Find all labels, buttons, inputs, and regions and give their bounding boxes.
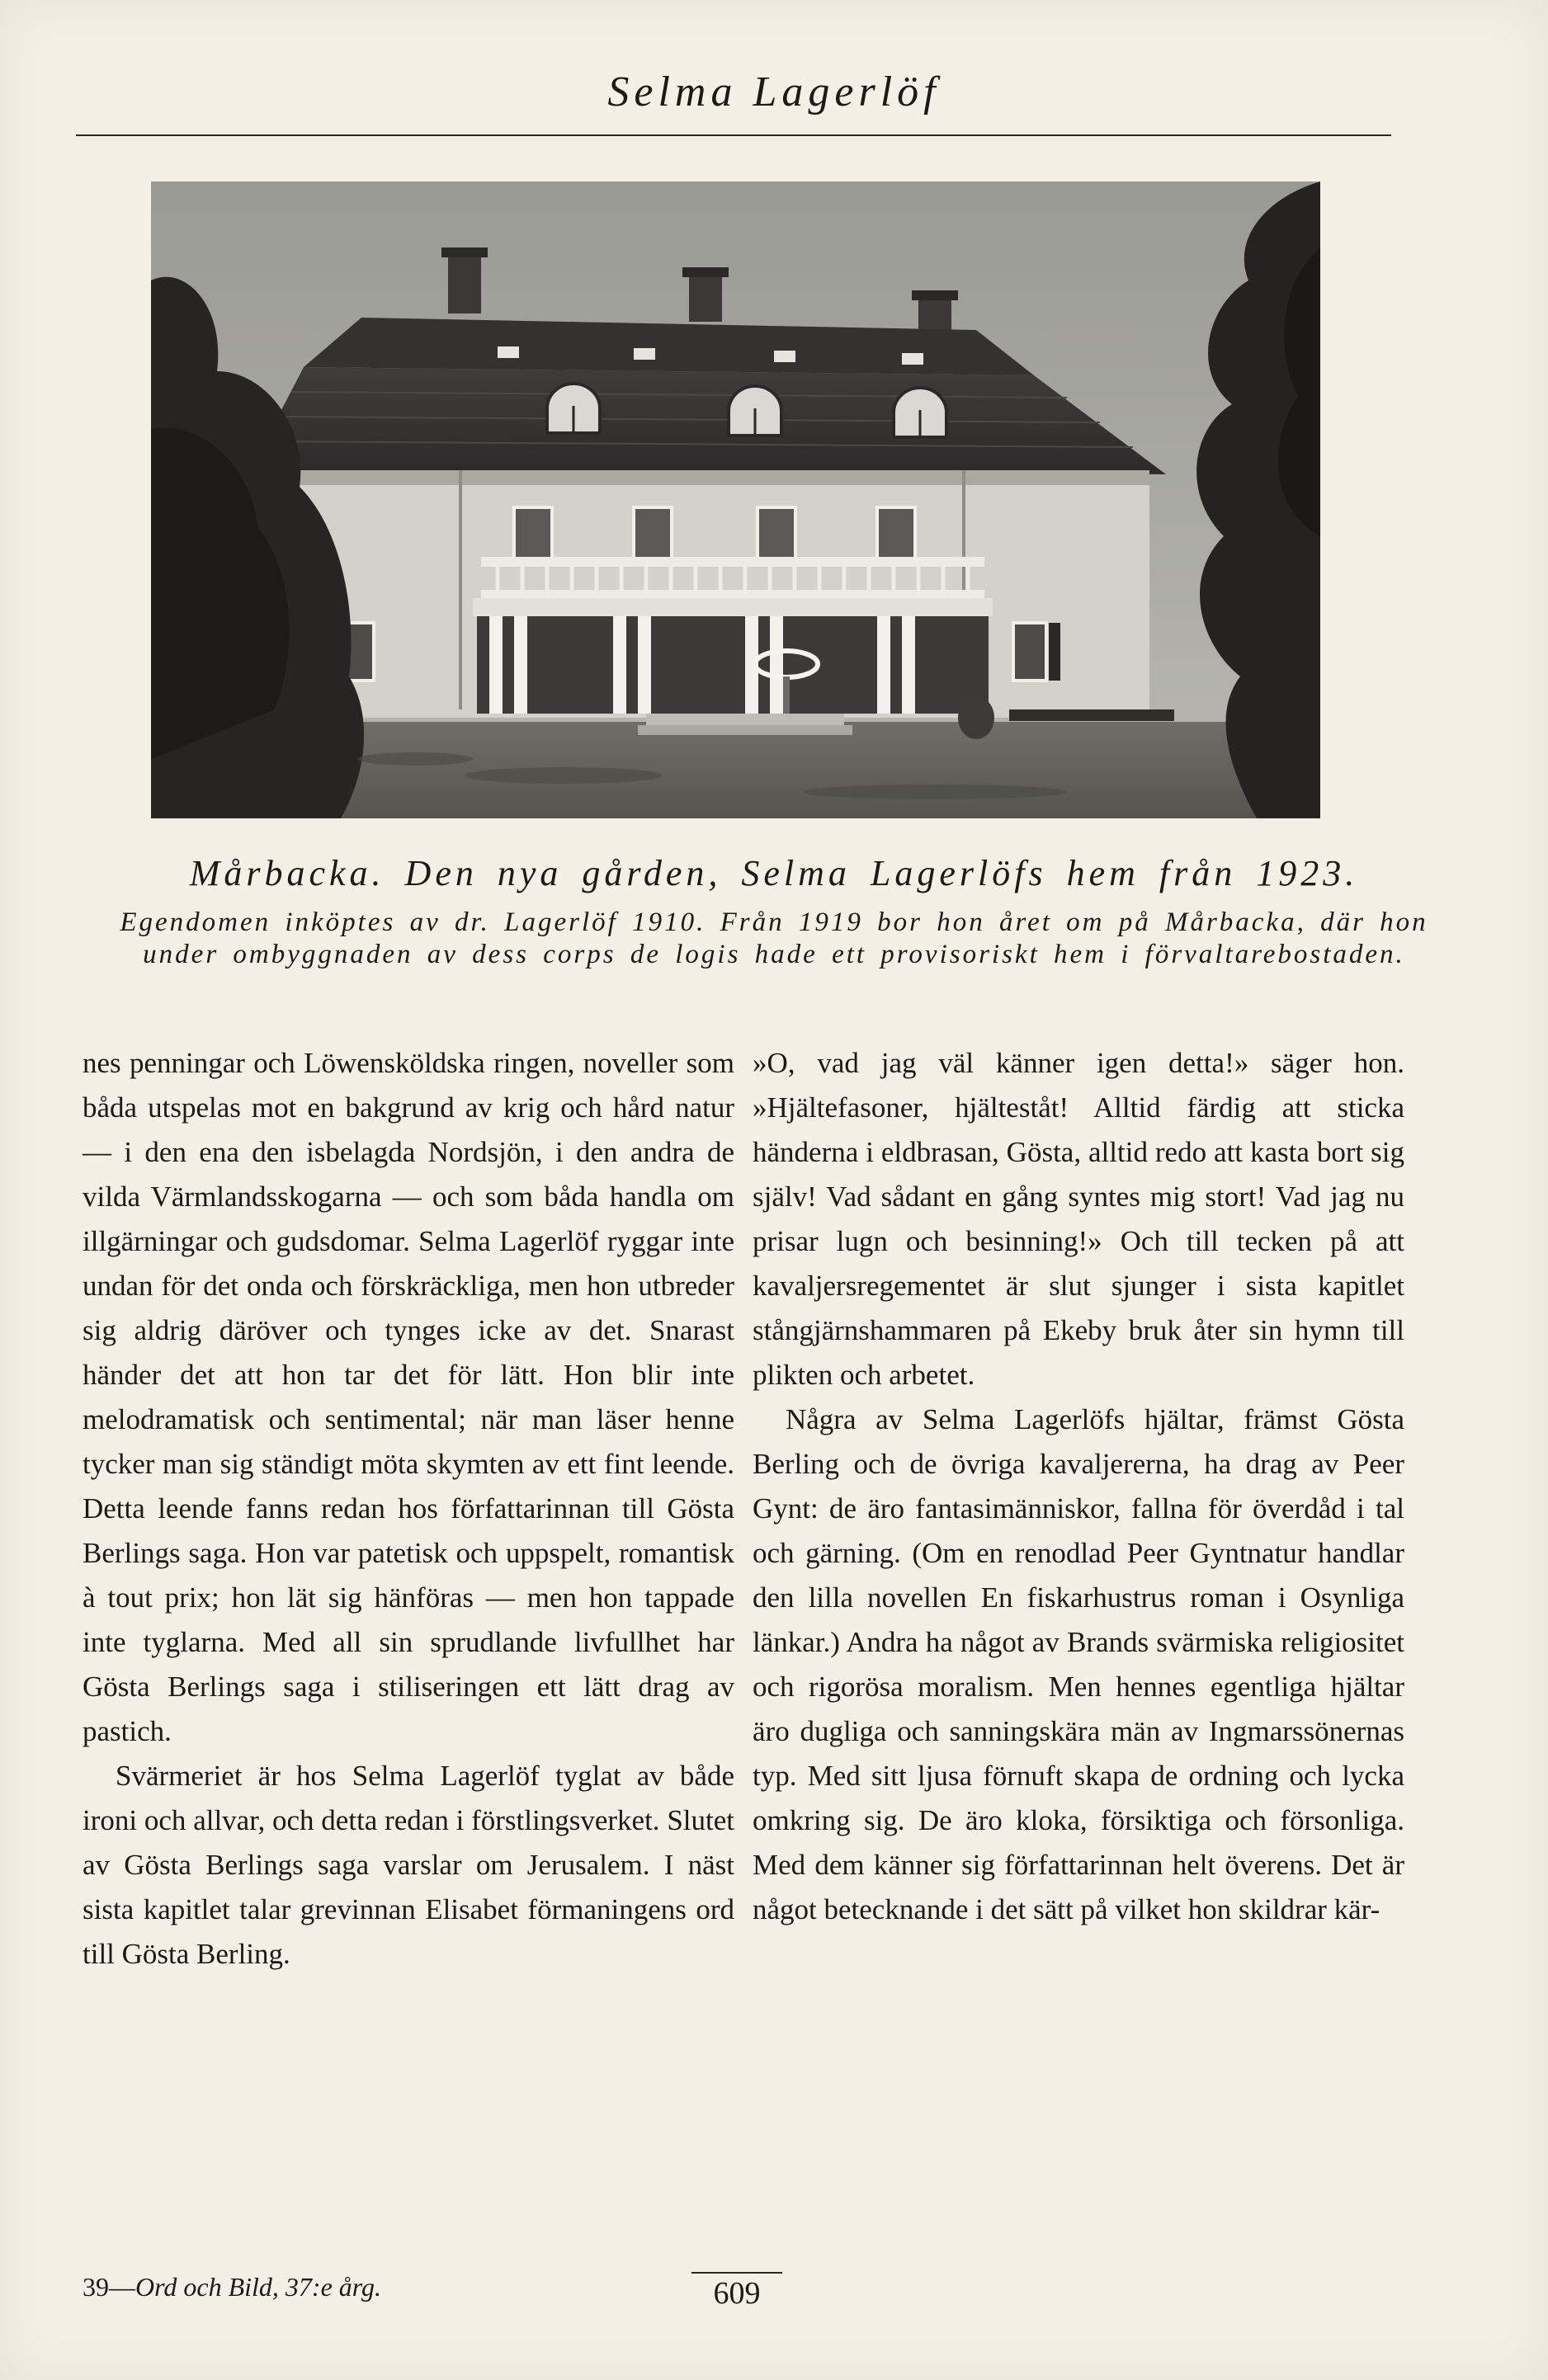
text-column-right (753, 1041, 1404, 1932)
caption-sub: Egendomen inköptes av dr. Lagerlöf 1910. Från 1919 bor hon året om på Mårbacka, där hon under ombyggnaden av dess corps de logis hade ett provisoriskt hem i förvaltarebostaden. (120, 907, 1428, 970)
left-paragraph-1: nes penningar och Löwensköldska ringen, noveller som båda utspelas mot en bakgrund av krig och hård natur — i den ena den isbelagda Nordsjön, i den andra de vilda Värmlandsskogarna — och som båda handla om illgärningar och gudsdomar. Selma Lagerlöf ryggar inte undan för det onda och förskräckliga, men hon utbreder sig aldrig däröver och tynges icke av det. Snarast händer det att hon tar det för lätt. Hon blir inte melodramatisk och sentimental; när man läser henne tycker man sig ständigt möta skymten av ett fint leende. Detta leende fanns redan hos författarinnan till Gösta Berlings saga. Hon var patetisk och uppspelt, romantisk à tout prix; hon lät sig hänföras — men hon tappade inte tyglarna. Med all sin sprudlande livfullhet har Gösta Berlings saga i stiliseringen ett lätt drag av pastich. (83, 1047, 734, 1747)
house-photograph (151, 181, 1320, 818)
right-paragraph-1: »O, vad jag väl känner igen detta!» säger hon. »Hjältefasoner, hjälteståt! Alltid färdig att sticka händerna i eldbrasan, Gösta, alltid redo att kasta bort sig själv! Vad sådant en gång syntes mig stort! Vad jag nu prisar lugn och besinning!» Och till tecken på att kavaljersregementet är slut sjunger i sista kapitlet stångjärnshammaren på Ekeby bruk åter sin hymn till plikten och arbetet. (753, 1047, 1404, 1391)
caption-main: Mårbacka. Den nya gården, Selma Lagerlöfs hem från 1923. (189, 853, 1359, 893)
right-paragraph-2: Några av Selma Lagerlöfs hjältar, främst Gösta Berling och de övriga kavaljererna, ha drag av Peer Gynt: de äro fantasimänniskor, fallna för överdåd i tal och gärning. (Om en renodlad Peer Gyntnatur handlar den lilla novellen En fiskarhustrus roman i Osynliga länkar.) Andra ha något av Brands svärmiska religiositet och rigorösa moralism. Men hennes egentliga hjältar äro dugliga och sanningskära män av Ingmarssönernas typ. Med sitt ljusa förnuft skapa de ordning och lycka omkring sig. De äro kloka, försiktiga och försonliga. Med dem känner sig författarinnan helt överens. Det är något betecknande i det sätt på vilket hon skildrar kär- (753, 1403, 1404, 1925)
signature-number: 39— (83, 2272, 135, 2302)
signature-line (83, 2272, 381, 2302)
left-paragraph-2: Svärmeriet är hos Selma Lagerlöf tyglat av både ironi och allvar, och detta redan i förstlingsverket. Slutet av Gösta Berlings saga varslar om Jerusalem. I näst sista kapitlet talar grevinnan Elisabet förmaningens ord till Gösta Berling. (83, 1760, 734, 1970)
page-number: 609 (691, 2272, 782, 2312)
figure-caption (91, 850, 1457, 971)
running-title: Selma Lagerlöf (607, 68, 941, 115)
text-column-left (83, 1041, 734, 1977)
signature-journal: Ord och Bild, 37:e årg. (135, 2272, 382, 2302)
header-rule (76, 134, 1391, 136)
